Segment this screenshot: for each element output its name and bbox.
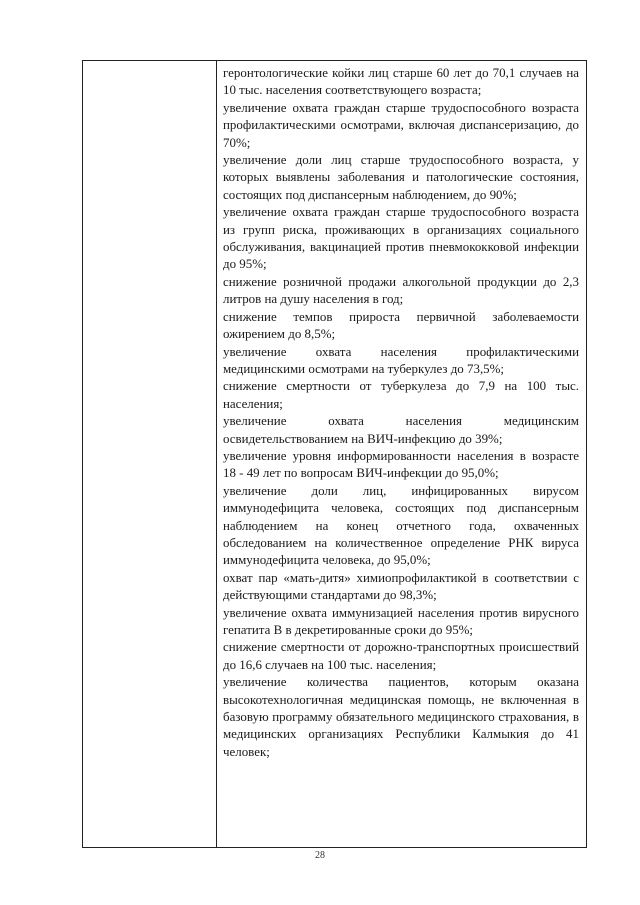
list-item: увеличение охвата граждан старше трудоспособного возраста из групп риска, проживающих в организациях социального обслуживания, вакцинацией против пневмококковой инфекции до 95%;	[223, 204, 579, 272]
table-right-column	[217, 61, 586, 847]
list-item: увеличение доли лиц, инфицированных вирусом иммунодефицита человека, состоящих под диспансерным наблюдением на конец отчетного года, охваченных обследованием на количественное определение РНК вируса иммунодефицита человека, до 95,0%;	[223, 482, 579, 568]
list-item: увеличение уровня информированности населения в возрасте 18 - 49 лет по вопросам ВИЧ-инфекции до 95,0%;	[223, 447, 579, 481]
list-item: геронтологические койки лиц старше 60 лет до 70,1 случаев на 10 тыс. населения соответствующего возраста;	[223, 65, 579, 98]
list-item: увеличение охвата иммунизацией населения против вирусного гепатита В в декретированные сроки до 95%;	[223, 604, 579, 637]
list-item: снижение темпов прироста первичной заболеваемости ожирением до 8,5%;	[223, 308, 579, 342]
list-item: снижение розничной продажи алкогольной продукции до 2,3 литров на душу населения в год;	[223, 273, 579, 307]
list-item: увеличение охвата граждан старше трудоспособного возраста профилактическими осмотрами, включая диспансеризацию, до 70%;	[223, 99, 579, 150]
list-item: снижение смертности от туберкулеза до 7,9 на 100 тыс. населения;	[223, 378, 579, 411]
list-item: увеличение количества пациентов, которым оказана высокотехнологичная медицинская помощь, не включенная в базовую программу обязательного медицинского страхования, в медицинских организациях Республики Калмыкия до 41 человек;	[223, 674, 579, 759]
list-item: охват пар «мать-дитя» химиопрофилактикой в соответствии с действующими стандартами до 98,3%;	[223, 569, 579, 603]
list-item: увеличение охвата населения медицинским освидетельствованием на ВИЧ-инфекцию до 39%;	[223, 413, 579, 446]
list-item: снижение смертности от дорожно-транспортных происшествий до 16,6 случаев на 100 тыс. населения;	[223, 639, 579, 672]
list-item: увеличение охвата населения профилактическими медицинскими осмотрами на туберкулез до 73,5%;	[223, 343, 579, 376]
list-item: увеличение доли лиц старше трудоспособного возраста, у которых выявлены заболевания и патологические состояния, состоящих под диспансерным наблюдением, до 90%;	[223, 152, 579, 202]
page-number: 28	[315, 850, 325, 861]
table-left-column	[83, 61, 217, 847]
content-table	[82, 60, 587, 848]
